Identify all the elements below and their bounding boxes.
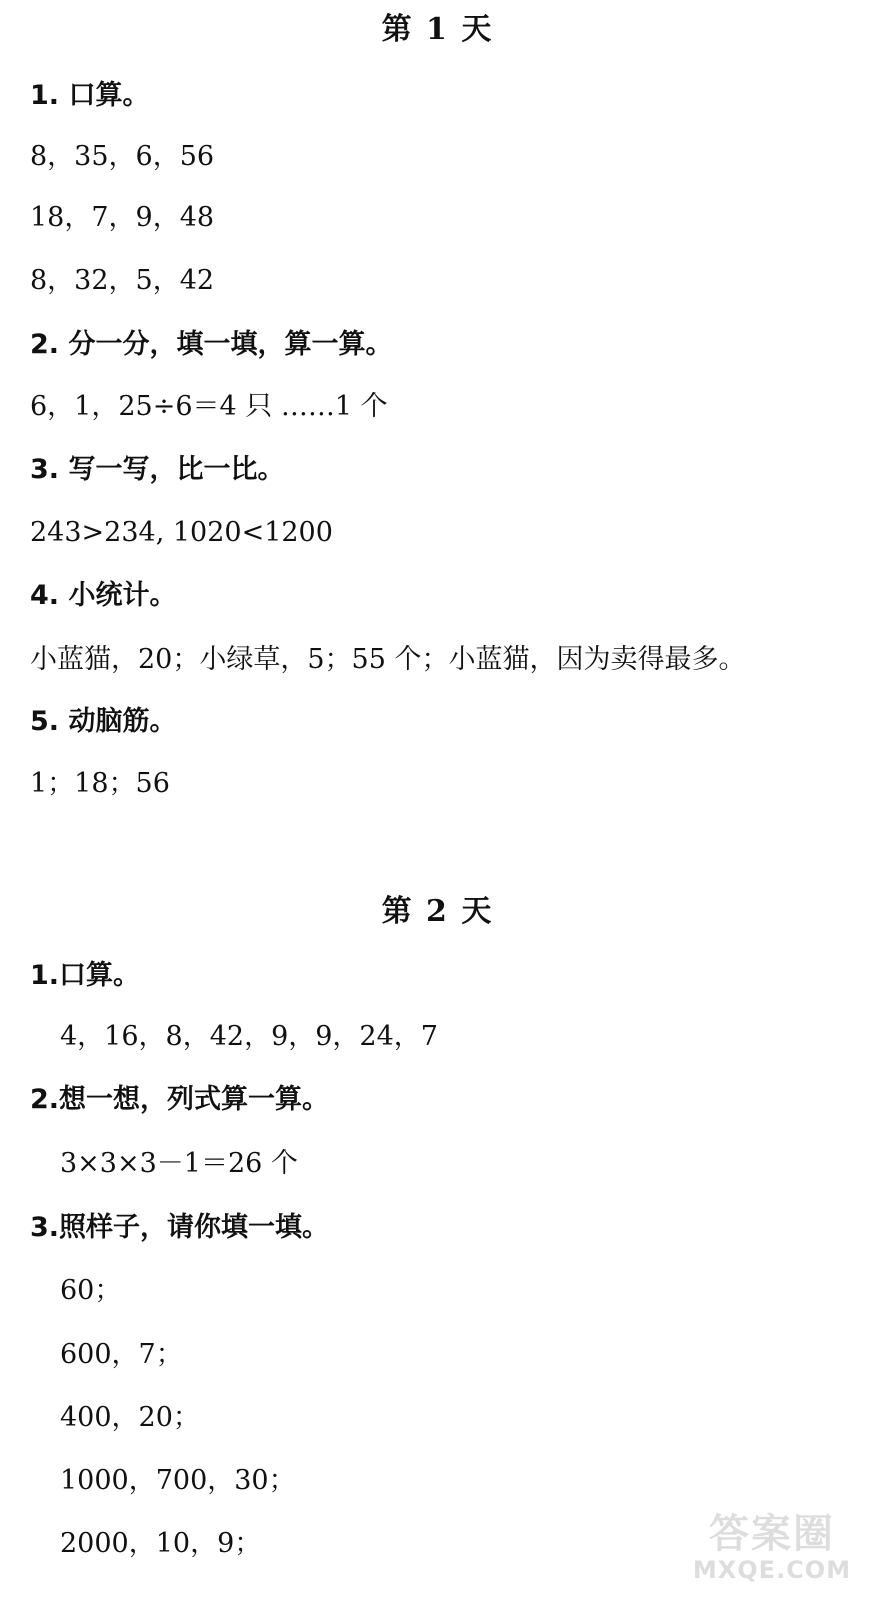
- day2-title: 第 2 天: [381, 894, 494, 929]
- day2-answer-line: 4，16，8，42，9，9，24，7: [60, 1021, 438, 1052]
- day2-question-2: 2.想一想，列式算一算。: [30, 1084, 330, 1115]
- day1-question-5: 5. 动脑筋。: [30, 706, 177, 737]
- day1-answer-line: 小蓝猫，20；小绿草，5；55 个；小蓝猫，因为卖得最多。: [30, 644, 746, 675]
- watermark-bottom-text: MXQE.COM: [692, 1556, 852, 1584]
- day1-question-4: 4. 小统计。: [30, 580, 177, 611]
- day2-answer-line: 60；: [60, 1275, 122, 1306]
- day2-answer-line: 600，7；: [60, 1339, 183, 1370]
- day2-answer-line: 2000，10，9；: [60, 1528, 262, 1559]
- day1-question-3: 3. 写一写，比一比。: [30, 454, 285, 485]
- day1-answer-line: 6，1，25÷6＝4 只 ……1 个: [30, 391, 388, 422]
- day1-answer-line: 243>234, 1020<1200: [30, 517, 333, 548]
- day1-answer-line: 18，7，9，48: [30, 202, 215, 233]
- day2-question-3: 3.照样子，请你填一填。: [30, 1212, 330, 1243]
- day1-answer-line: 8，35，6，56: [30, 141, 215, 172]
- day1-title: 第 1 天: [381, 12, 494, 47]
- day2-question-1: 1.口算。: [30, 960, 141, 991]
- day2-answer-line: 400，20；: [60, 1402, 200, 1433]
- day2-answer-line: 1000，700，30；: [60, 1465, 296, 1496]
- watermark-top-text: 答案圈: [709, 1511, 835, 1557]
- day1-answer-line: 8，32，5，42: [30, 265, 215, 296]
- day1-question-1: 1. 口算。: [30, 80, 150, 111]
- day1-answer-line: 1；18；56: [30, 768, 170, 799]
- day2-answer-line: 3×3×3－1＝26 个: [60, 1148, 298, 1179]
- watermark-logo: [687, 1502, 857, 1592]
- day1-question-2: 2. 分一分，填一填，算一算。: [30, 329, 393, 360]
